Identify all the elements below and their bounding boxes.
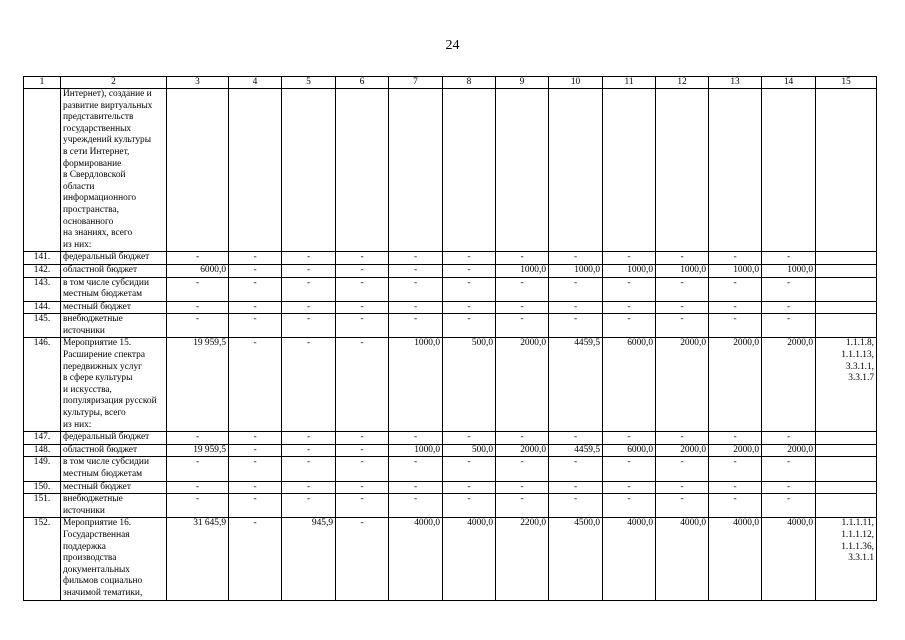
row-name: Мероприятие 15. Расширение спектра передвижных услуг в сфере культуры и искусства, популяризация русской культуры, всего из них: <box>61 338 167 432</box>
row-name: федеральный бюджет <box>61 252 167 265</box>
row-number: 148. <box>24 444 61 457</box>
row-value: - <box>389 252 443 265</box>
row-value: - <box>443 432 496 445</box>
column-header: 1 <box>24 77 61 89</box>
column-header: 11 <box>603 77 656 89</box>
row-value: - <box>336 444 389 457</box>
row-name: областной бюджет <box>61 444 167 457</box>
row-value: - <box>229 518 282 600</box>
row-value: - <box>496 314 549 338</box>
row-value: - <box>709 277 762 301</box>
row-value: - <box>389 277 443 301</box>
row-value: 4000,0 <box>603 518 656 600</box>
row-value: 4459,5 <box>549 444 603 457</box>
row-value: - <box>336 277 389 301</box>
row-value: 2200,0 <box>496 518 549 600</box>
row-value: - <box>549 481 603 494</box>
row-name: внебюджетные источники <box>61 314 167 338</box>
column-header: 2 <box>61 77 167 89</box>
row-value: - <box>709 432 762 445</box>
row-value: - <box>282 338 336 432</box>
table-row <box>24 89 877 252</box>
column-header: 6 <box>336 77 389 89</box>
row-value: - <box>167 301 229 314</box>
row-value: - <box>496 432 549 445</box>
row-value: - <box>443 457 496 481</box>
row-reference <box>816 494 877 518</box>
column-header: 8 <box>443 77 496 89</box>
column-header: 15 <box>816 77 877 89</box>
row-reference <box>816 457 877 481</box>
row-value: - <box>656 277 709 301</box>
row-reference <box>816 314 877 338</box>
row-value: - <box>762 457 816 481</box>
row-value: - <box>229 314 282 338</box>
row-value: - <box>229 432 282 445</box>
row-value: 1000,0 <box>656 264 709 277</box>
row-value: - <box>709 301 762 314</box>
table-row <box>24 252 877 265</box>
row-value: - <box>282 432 336 445</box>
row-value: - <box>336 494 389 518</box>
row-value: 1000,0 <box>389 338 443 432</box>
row-value: - <box>549 301 603 314</box>
row-number: 147. <box>24 432 61 445</box>
table-row <box>24 277 877 301</box>
row-value: - <box>229 481 282 494</box>
row-value: 2000,0 <box>656 338 709 432</box>
row-value: - <box>282 494 336 518</box>
row-value: - <box>389 264 443 277</box>
row-value <box>229 89 282 252</box>
row-name: в том числе субсидии местным бюджетам <box>61 457 167 481</box>
row-value: - <box>336 264 389 277</box>
row-value: - <box>167 277 229 301</box>
row-number: 145. <box>24 314 61 338</box>
row-value: - <box>336 518 389 600</box>
row-value: 19 959,5 <box>167 338 229 432</box>
row-reference: 1.1.1.8, 1.1.1.13, 3.3.1.1, 3.3.1.7 <box>816 338 877 432</box>
row-value: - <box>656 481 709 494</box>
row-value: - <box>389 481 443 494</box>
row-value: - <box>229 277 282 301</box>
row-value: - <box>603 314 656 338</box>
row-reference <box>816 301 877 314</box>
row-value: - <box>603 301 656 314</box>
row-value: - <box>603 457 656 481</box>
row-value: 1000,0 <box>709 264 762 277</box>
column-header: 10 <box>549 77 603 89</box>
row-value: - <box>229 338 282 432</box>
row-value: - <box>229 457 282 481</box>
row-value: 19 959,5 <box>167 444 229 457</box>
row-number: 141. <box>24 252 61 265</box>
row-value: 4500,0 <box>549 518 603 600</box>
row-value <box>656 89 709 252</box>
row-number: 143. <box>24 277 61 301</box>
row-value: - <box>656 301 709 314</box>
row-value: - <box>762 301 816 314</box>
row-value: - <box>389 494 443 518</box>
row-value <box>762 89 816 252</box>
row-value: - <box>443 494 496 518</box>
row-value: - <box>709 252 762 265</box>
row-value: - <box>549 432 603 445</box>
row-reference <box>816 432 877 445</box>
row-name: федеральный бюджет <box>61 432 167 445</box>
row-value: 31 645,9 <box>167 518 229 600</box>
row-value: - <box>229 494 282 518</box>
row-value <box>282 89 336 252</box>
row-value: 2000,0 <box>656 444 709 457</box>
table-row <box>24 444 877 457</box>
row-value: - <box>549 314 603 338</box>
row-value <box>443 89 496 252</box>
row-value: - <box>282 301 336 314</box>
row-reference <box>816 277 877 301</box>
row-value <box>496 89 549 252</box>
row-name: внебюджетные источники <box>61 494 167 518</box>
row-value: - <box>496 252 549 265</box>
row-value: 4000,0 <box>709 518 762 600</box>
row-value: - <box>443 314 496 338</box>
row-value <box>336 89 389 252</box>
row-value: - <box>496 481 549 494</box>
row-value: 2000,0 <box>762 444 816 457</box>
row-value: - <box>496 494 549 518</box>
row-value: - <box>496 277 549 301</box>
row-value: 500,0 <box>443 338 496 432</box>
row-value: - <box>709 494 762 518</box>
row-name: местный бюджет <box>61 481 167 494</box>
column-header: 9 <box>496 77 549 89</box>
row-number: 146. <box>24 338 61 432</box>
row-reference <box>816 252 877 265</box>
table-row <box>24 494 877 518</box>
row-value: 1000,0 <box>389 444 443 457</box>
row-value <box>549 89 603 252</box>
column-header: 13 <box>709 77 762 89</box>
row-value: 4000,0 <box>656 518 709 600</box>
row-value: 1000,0 <box>549 264 603 277</box>
row-value: - <box>762 277 816 301</box>
row-value: - <box>762 314 816 338</box>
row-name: местный бюджет <box>61 301 167 314</box>
row-number <box>24 89 61 252</box>
row-value: 945,9 <box>282 518 336 600</box>
row-number: 151. <box>24 494 61 518</box>
row-value: 4000,0 <box>762 518 816 600</box>
row-value <box>603 89 656 252</box>
row-value: - <box>282 252 336 265</box>
row-reference: 1.1.1.11, 1.1.1.12, 1.1.1.36, 3.3.1.1 <box>816 518 877 600</box>
row-value: - <box>229 264 282 277</box>
budget-table <box>23 76 877 601</box>
row-value: - <box>389 432 443 445</box>
row-reference <box>816 89 877 252</box>
row-name: Интернет), создание и развитие виртуальных представительств государственных учреждений культуры в сети Интернет, формирование в Свердловской области информационного пространства, основанного на знаниях, всего из них: <box>61 89 167 252</box>
row-value: - <box>336 338 389 432</box>
table-row <box>24 481 877 494</box>
row-value: - <box>282 277 336 301</box>
row-value: - <box>167 481 229 494</box>
row-value: - <box>603 432 656 445</box>
row-number: 150. <box>24 481 61 494</box>
row-value: - <box>229 444 282 457</box>
row-value: - <box>443 481 496 494</box>
row-value: - <box>389 457 443 481</box>
row-value: 1000,0 <box>496 264 549 277</box>
row-value: 1000,0 <box>603 264 656 277</box>
row-value: - <box>282 481 336 494</box>
row-value: - <box>443 264 496 277</box>
row-name: областной бюджет <box>61 264 167 277</box>
row-value: - <box>656 432 709 445</box>
column-header: 14 <box>762 77 816 89</box>
table-row <box>24 457 877 481</box>
row-value: - <box>443 301 496 314</box>
row-value: - <box>549 277 603 301</box>
column-header: 3 <box>167 77 229 89</box>
row-value: - <box>603 252 656 265</box>
row-value: 4000,0 <box>389 518 443 600</box>
row-value: - <box>167 457 229 481</box>
row-value: - <box>336 314 389 338</box>
row-value: - <box>762 432 816 445</box>
row-reference <box>816 444 877 457</box>
row-value: - <box>549 494 603 518</box>
row-value <box>389 89 443 252</box>
row-value: - <box>167 494 229 518</box>
row-value: - <box>336 252 389 265</box>
row-value: - <box>762 481 816 494</box>
row-name: в том числе субсидии местным бюджетам <box>61 277 167 301</box>
row-value: 6000,0 <box>167 264 229 277</box>
row-value: - <box>336 457 389 481</box>
row-value: 1000,0 <box>762 264 816 277</box>
column-header: 4 <box>229 77 282 89</box>
column-header: 5 <box>282 77 336 89</box>
table-row <box>24 264 877 277</box>
row-value: - <box>709 481 762 494</box>
row-value: - <box>282 444 336 457</box>
row-value: - <box>549 252 603 265</box>
row-value: - <box>336 432 389 445</box>
row-value: - <box>603 481 656 494</box>
row-number: 142. <box>24 264 61 277</box>
table-row <box>24 301 877 314</box>
row-value: - <box>282 264 336 277</box>
row-value: - <box>656 252 709 265</box>
row-value: - <box>167 252 229 265</box>
row-value: 2000,0 <box>709 444 762 457</box>
table-row <box>24 518 877 600</box>
row-number: 152. <box>24 518 61 600</box>
row-value <box>709 89 762 252</box>
row-value <box>167 89 229 252</box>
page-number: 24 <box>445 38 460 53</box>
row-value: - <box>603 277 656 301</box>
column-header: 7 <box>389 77 443 89</box>
row-value: - <box>656 314 709 338</box>
row-value: - <box>336 481 389 494</box>
row-value: 500,0 <box>443 444 496 457</box>
row-value: 4459,5 <box>549 338 603 432</box>
row-name: Мероприятие 16. Государственная поддержка производства документальных фильмов социально значимой тематики, <box>61 518 167 600</box>
row-value: - <box>709 314 762 338</box>
row-value: - <box>709 457 762 481</box>
row-value: - <box>443 252 496 265</box>
row-number: 149. <box>24 457 61 481</box>
row-value: 6000,0 <box>603 444 656 457</box>
row-number: 144. <box>24 301 61 314</box>
row-value: - <box>336 301 389 314</box>
row-value: - <box>496 457 549 481</box>
row-value: - <box>762 252 816 265</box>
row-value: - <box>443 277 496 301</box>
column-header: 12 <box>656 77 709 89</box>
row-value: - <box>229 301 282 314</box>
table-row <box>24 432 877 445</box>
row-value: - <box>603 494 656 518</box>
row-reference <box>816 481 877 494</box>
table-row <box>24 314 877 338</box>
row-value: - <box>282 457 336 481</box>
row-value: - <box>549 457 603 481</box>
row-value: - <box>282 314 336 338</box>
row-value: - <box>167 432 229 445</box>
row-value: - <box>762 494 816 518</box>
row-value: - <box>656 494 709 518</box>
row-value: 2000,0 <box>496 444 549 457</box>
row-value: - <box>496 301 549 314</box>
row-value: - <box>229 252 282 265</box>
row-value: 2000,0 <box>709 338 762 432</box>
row-value: - <box>389 301 443 314</box>
row-value: 2000,0 <box>496 338 549 432</box>
header-row <box>24 77 877 89</box>
row-value: - <box>389 314 443 338</box>
row-reference <box>816 264 877 277</box>
row-value: - <box>656 457 709 481</box>
row-value: 4000,0 <box>443 518 496 600</box>
row-value: 6000,0 <box>603 338 656 432</box>
row-value: 2000,0 <box>762 338 816 432</box>
row-value: - <box>167 314 229 338</box>
table-row <box>24 338 877 432</box>
